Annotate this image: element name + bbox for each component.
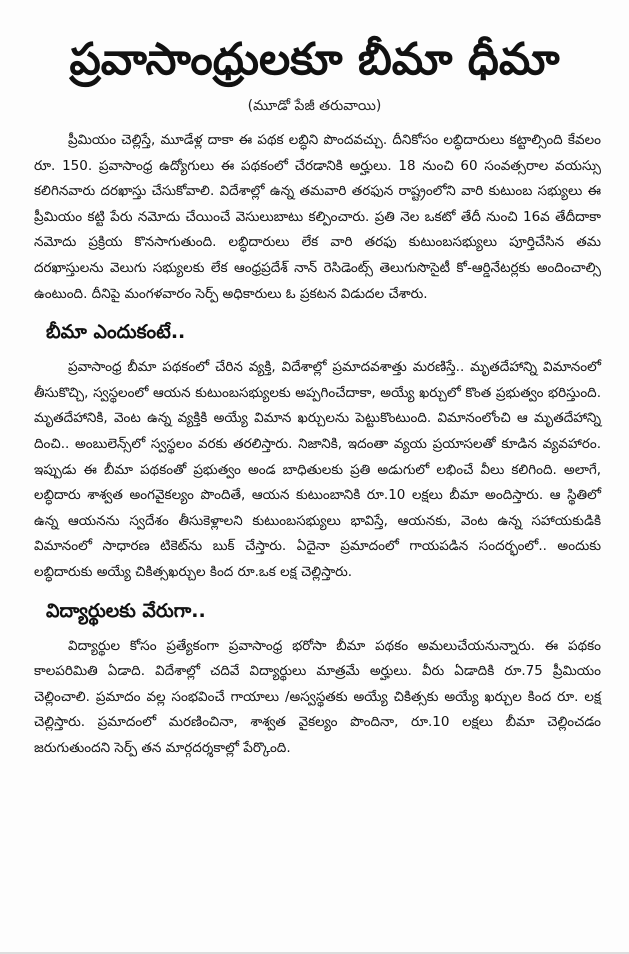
subheading-students: విద్యార్థులకు వేరుగా.. xyxy=(46,599,206,622)
continued-from-note: (మూడో పేజీ తరువాయి) xyxy=(247,98,382,114)
article-paragraph: విద్యార్థుల కోసం ప్రత్యేకంగా ప్రవాసాంధ్ర భరోసా బీమా పథకం అమలుచేయనున్నారు. ఈ పథకం కాలపరిమితి ఏడాది. విదేశాల్లో చదివే విద్యార్థులు మాత్రమే అర్హులు. వీరు ఏడాదికి రూ.75 ప్రీమియం చెల్లించాలి. ప్రమాదం వల్ల సంభవించే గాయాలు /అస్వస్థతకు అయ్యే చికిత్సకు అయ్యే ఖర్చుల కింద రూ. లక్ష చెల్లిస్తారు. ప్రమాదంలో మరణించినా, శాశ్వత వైకల్యం పొందినా, రూ.10 లక్షలు బీమా చెల్లించడం జరుగుతుందని సెర్ప్ తన మార్గదర్శకాల్లో పేర్కొంది. xyxy=(34,637,601,756)
subheading-why-insurance: బీమా ఎందుకంటే.. xyxy=(46,321,186,344)
article-headline: ప్రవాసాంధ్రులకూ బీమా ధీమా xyxy=(69,34,560,85)
article-body xyxy=(0,128,629,761)
article-paragraph: ప్రవాసాంధ్ర బీమా పథకంలో చేరిన వ్యక్తి, విదేశాల్లో ప్రమాదవశాత్తు మరణిస్తే.. మృతదేహాన్ని విమానంలో తీసుకొచ్చి, స్వస్థలంలో ఆయన కుటుంబసభ్యులకు అప్పగించేదాకా, అయ్యే ఖర్చులో కొంత ప్రభుత్వం భరిస్తుంది. మృతదేహానికి, వెంట ఉన్న వ్యక్తికి అయ్యే విమాన ఖర్చులను పెట్టుకొంటుంది. విమానంలోంచి ఆ మృతదేహాన్ని దించి.. అంబులెన్స్‌లో స్వస్థలం వరకు తరలిస్తారు. నిజానికి, ఇదంతా వ్యయ ప్రయాసలతో కూడిన వ్యవహారం. ఇప్పుడు ఈ బీమా పథకంతో ప్రభుత్వం అండ బాధితులకు ప్రతి అడుగులో లభించే వీలు కలిగింది. అలాగే, లబ్ధిదారు శాశ్వత అంగవైకల్యం పొందితే, ఆయన కుటుంబానికి రూ.10 లక్షలు బీమా అందిస్తారు. ఆ స్థితిలో ఉన్న ఆయనను స్వదేశం తీసుకెళ్లాలని కుటుంబసభ్యులు భావిస్తే, ఆయనకు, వెంట ఉన్న సహాయకుడికి విమానంలో సాధారణ టికెట్‌ను బుక్ చేస్తారు. ఏదైనా ప్రమాదంలో గాయపడిన సందర్భంలో.. అందుకు లబ్ధిదారుకు అయ్యే చికిత్సఖర్చుల కింద రూ.ఒక లక్ష చెల్లిస్తారు. xyxy=(34,359,601,580)
article-paragraph: ప్రీమియం చెల్లిస్తే, మూడేళ్ల దాకా ఈ పథక లబ్ధిని పొందవచ్చు. దీనికోసం లబ్ధిదారులు కట్టాల్సింది కేవలం రూ. 150. ప్రవాసాంధ్ర ఉద్యోగులు ఈ పథకంలో చేరడానికి అర్హులు. 18 నుంచి 60 సంవత్సరాల వయస్సు కలిగినవారు దరఖాస్తు చేసుకోవాలి. విదేశాల్లో ఉన్న తమవారి తరఫున రాష్ట్రంలోని వారి కుటుంబ సభ్యులు ఈ ప్రీమియం కట్టి పేరు నమోదు చేయించే వెసులుబాటు కల్పించారు. ప్రతి నెల ఒకటో తేదీ నుంచి 16వ తేదీదాకా నమోదు ప్రక్రియ కొనసాగుతుంది. లబ్ధిదారులు లేక వారి తరఫు కుటుంబసభ్యులు పూర్తిచేసిన తమ దరఖాస్తులను వెలుగు సభ్యులకు లేక ఆంధ్రప్రదేశ్ నాన్ రెసిడెంట్స్ తెలుగుసొసైటీ కో-ఆర్డినేటర్లకు అందించాల్సి ఉంటుంది. దీనిపై మంగళవారం సెర్ప్ అధికారులు ఓ ప్రకటన విడుదల చేశారు. xyxy=(34,132,601,302)
